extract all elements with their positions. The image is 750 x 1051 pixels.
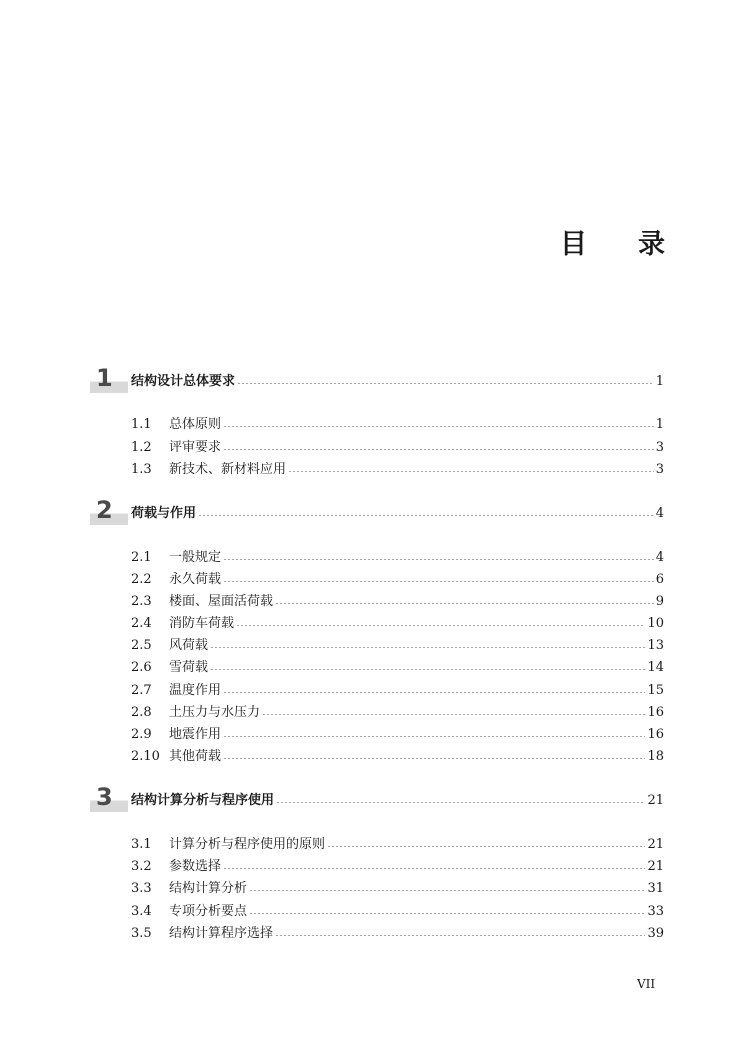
section-title: 结构计算程序选择 [169, 926, 274, 941]
section-number: 3.2 [131, 859, 152, 874]
chapter-title: 荷载与作用 [131, 506, 197, 521]
section-number: 2.5 [131, 638, 152, 653]
page-number: 31 [647, 881, 664, 896]
dot-leader [198, 515, 654, 516]
toc-section[interactable] [131, 612, 664, 632]
section-title: 评审要求 [169, 440, 222, 455]
section-title: 一般规定 [169, 550, 222, 565]
chapter-number-box [90, 364, 128, 393]
section-number: 3.3 [131, 881, 152, 896]
toc-section[interactable] [131, 922, 664, 942]
page-number: 18 [647, 749, 664, 764]
section-number: 2.6 [131, 660, 152, 675]
page-number: 16 [647, 705, 664, 720]
section-number: 1.3 [131, 462, 152, 477]
section-title: 永久荷载 [169, 572, 222, 587]
section-title: 结构计算分析 [169, 881, 248, 896]
section-title: 雪荷载 [169, 660, 209, 675]
section-title: 参数选择 [169, 859, 222, 874]
title-char-2: 录 [638, 229, 665, 260]
toc-section[interactable] [131, 701, 664, 721]
section-title: 新技术、新材料应用 [169, 462, 287, 477]
toc-section[interactable] [131, 723, 664, 743]
chapter-number: 2 [96, 496, 113, 524]
dot-leader [276, 802, 645, 803]
section-title: 楼面、屋面活荷载 [169, 594, 274, 609]
dot-leader [327, 846, 645, 847]
dot-leader [237, 383, 654, 384]
toc-section[interactable] [131, 413, 664, 433]
dot-leader [275, 603, 654, 604]
section-number: 3.5 [131, 926, 152, 941]
toc-section[interactable] [131, 436, 664, 456]
page-number: 3 [655, 440, 664, 455]
section-number: 2.3 [131, 594, 152, 609]
toc-chapter[interactable] [90, 364, 664, 395]
dot-leader [288, 471, 654, 472]
toc-section[interactable] [131, 546, 664, 566]
chapter-number-box [90, 783, 128, 812]
page-number: 33 [647, 904, 664, 919]
folio-page-number: VII [637, 977, 656, 991]
toc-section[interactable] [131, 900, 664, 920]
dot-leader [275, 935, 645, 936]
dot-leader [249, 890, 645, 891]
section-number: 3.1 [131, 837, 152, 852]
section-number: 1.2 [131, 440, 152, 455]
chapter-title: 结构计算分析与程序使用 [131, 793, 275, 808]
section-number: 3.4 [131, 904, 152, 919]
toc-section[interactable] [131, 458, 664, 478]
section-title: 温度作用 [169, 683, 222, 698]
dot-leader [210, 669, 645, 670]
page-number: 9 [655, 594, 664, 609]
section-title: 消防车荷载 [169, 616, 235, 631]
dot-leader [223, 559, 654, 560]
page-number: 21 [647, 859, 664, 874]
section-title: 总体原则 [169, 417, 222, 432]
toc-section[interactable] [131, 855, 664, 875]
dot-leader [223, 868, 645, 869]
page-number: 14 [647, 660, 664, 675]
toc-section[interactable] [131, 833, 664, 853]
page-number: 1 [655, 417, 664, 432]
page-number: 39 [647, 926, 664, 941]
toc-section[interactable] [131, 877, 664, 897]
toc-section[interactable] [131, 679, 664, 699]
chapter-number: 3 [96, 783, 113, 811]
dot-leader [262, 714, 645, 715]
section-title: 其他荷载 [169, 749, 222, 764]
toc-section[interactable] [131, 590, 664, 610]
page-number: 16 [647, 727, 664, 742]
section-number: 2.2 [131, 572, 152, 587]
dot-leader [236, 625, 645, 626]
page-number: 21 [647, 837, 664, 852]
toc-section[interactable] [131, 656, 664, 676]
section-number: 2.1 [131, 550, 152, 565]
section-number: 2.4 [131, 616, 152, 631]
dot-leader [223, 736, 645, 737]
toc-section[interactable] [131, 745, 664, 765]
section-title: 专项分析要点 [169, 904, 248, 919]
chapter-title: 结构设计总体要求 [131, 374, 236, 389]
section-number: 2.10 [131, 749, 160, 764]
section-number: 2.7 [131, 683, 152, 698]
page-number: 13 [647, 638, 664, 653]
chapter-number-box [90, 496, 128, 525]
title-char-1: 目 [560, 229, 587, 260]
dot-leader [223, 449, 654, 450]
section-number: 2.8 [131, 705, 152, 720]
toc-chapter[interactable] [90, 783, 664, 814]
page-title [560, 222, 670, 258]
page-number: 21 [647, 793, 664, 808]
page-number: 4 [655, 550, 664, 565]
dot-leader [223, 581, 654, 582]
page-number: 4 [655, 506, 664, 521]
dot-leader [223, 758, 645, 759]
toc-section[interactable] [131, 568, 664, 588]
section-title: 地震作用 [169, 727, 222, 742]
section-title: 风荷载 [169, 638, 209, 653]
page-number: 10 [647, 616, 664, 631]
dot-leader [249, 913, 645, 914]
section-title: 土压力与水压力 [169, 705, 261, 720]
section-number: 2.9 [131, 727, 152, 742]
toc-section[interactable] [131, 634, 664, 654]
toc-chapter[interactable] [90, 496, 664, 527]
page-number: 3 [655, 462, 664, 477]
page-number: 15 [647, 683, 664, 698]
dot-leader [223, 692, 645, 693]
section-number: 1.1 [131, 417, 152, 432]
dot-leader [223, 426, 654, 427]
page-number: 6 [655, 572, 664, 587]
chapter-number: 1 [96, 364, 113, 392]
section-title: 计算分析与程序使用的原则 [169, 837, 326, 852]
dot-leader [210, 647, 645, 648]
page-number: 1 [655, 374, 664, 389]
